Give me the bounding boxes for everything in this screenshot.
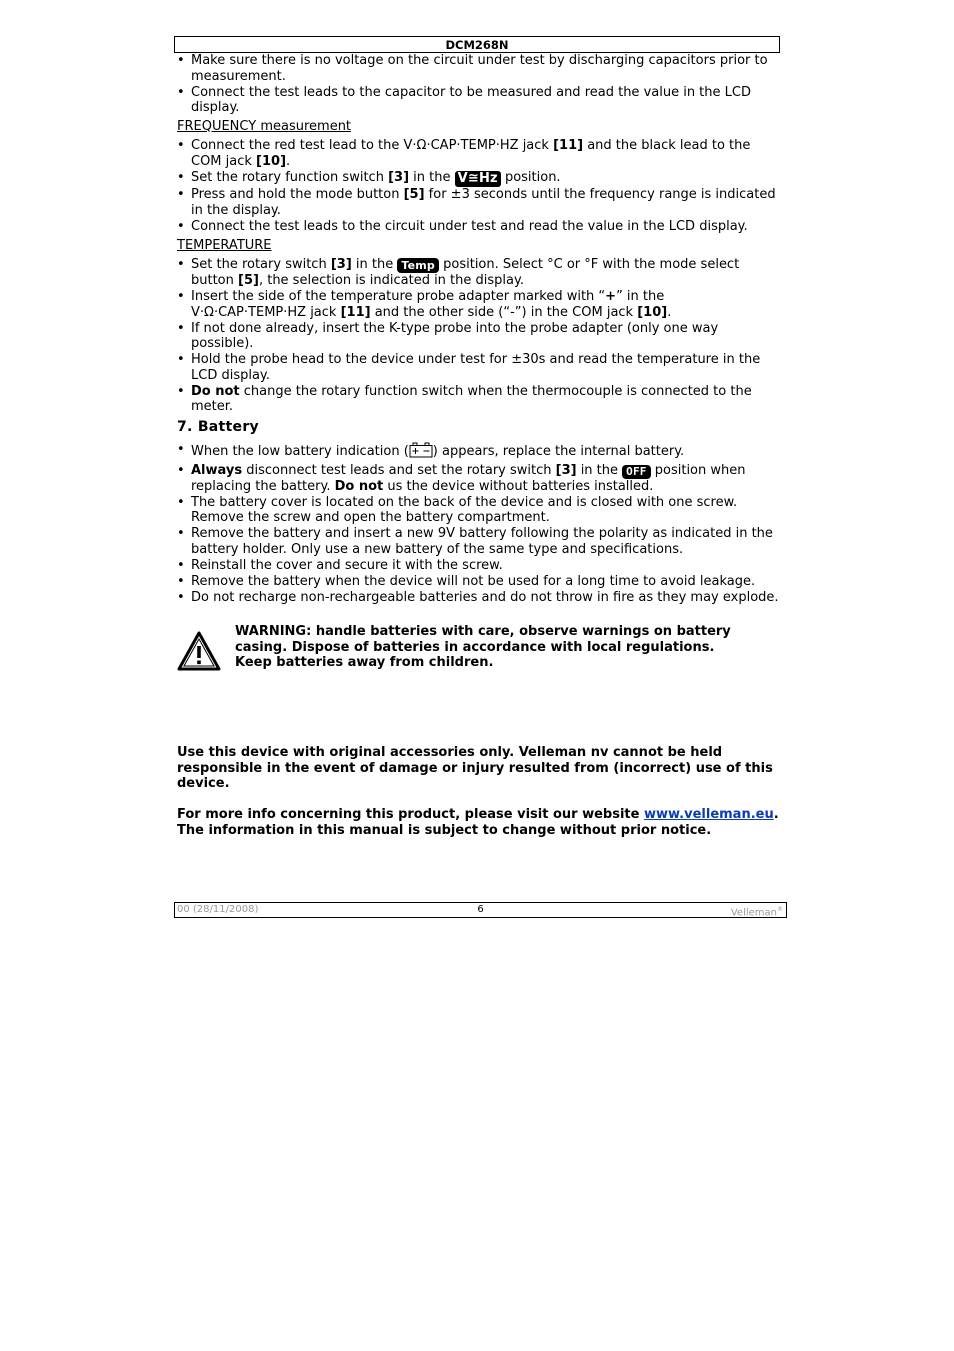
- list-item: • Connect the test leads to the capacitor to be measured and read the value in the LCD display.: [177, 85, 781, 116]
- frequency-list: [177, 138, 781, 234]
- temperature-list: [177, 257, 781, 415]
- page-footer: [174, 902, 787, 918]
- battery-icon: [409, 442, 433, 463]
- warning-text: WARNING: handle batteries with care, observe warnings on battery casing. Dispose of batteries in accordance with local regulations.: [235, 624, 731, 655]
- list-item: • Set the rotary function switch [3] in the V≅Hz position.: [177, 170, 781, 187]
- list-item: • The battery cover is located on the back of the device and is closed with one screw. Remove the screw and open the battery compartment.: [177, 495, 781, 526]
- website-link[interactable]: www.velleman.eu: [643, 807, 774, 823]
- warning-children: Keep batteries away from children.: [235, 655, 494, 671]
- list-item: • Press and hold the mode button [5] for ±3 seconds until the frequency range is indicated in the display.: [177, 187, 781, 218]
- battery-warning: [177, 624, 781, 674]
- list-item: • Reinstall the cover and secure it with the screw.: [177, 558, 781, 574]
- list-item: • Make sure there is no voltage on the circuit under test by discharging capacitors prior to measurement.: [177, 53, 781, 84]
- list-item: • If not done already, insert the K-type probe into the probe adapter (only one way possible).: [177, 321, 781, 352]
- list-item: • When the low battery indication ( ) appears, replace the internal battery.: [177, 442, 781, 463]
- vhz-switch-icon: V≅Hz: [455, 171, 501, 187]
- change-notice: The information in this manual is subject to change without prior notice.: [177, 822, 712, 838]
- page-content: [177, 53, 781, 838]
- warning-triangle-icon: [177, 631, 221, 676]
- list-item: • Set the rotary switch [3] in the Temp position. Select °C or °F with the mode select button [5], the selection is indicated in the display.: [177, 257, 781, 289]
- temp-switch-icon: Temp: [397, 258, 439, 273]
- temperature-heading: TEMPERATURE: [177, 237, 272, 253]
- list-item: • Always disconnect test leads and set the rotary switch [3] in the OFF position when replacing the battery. Do not us the device without batteries installed.: [177, 463, 781, 495]
- version-date: 00 (28/11/2008): [177, 904, 259, 915]
- list-item: • Remove the battery and insert a new 9V battery following the polarity as indicated in the battery holder. Only use a new battery of the same type and specifications.: [177, 526, 781, 557]
- list-item: • Do not change the rotary function switch when the thermocouple is connected to the meter.: [177, 384, 781, 415]
- accessories-notice: Use this device with original accessories only. Velleman nv cannot be held responsible in the event of damage or injury resulted from (incorrect) use of this device.: [177, 745, 773, 792]
- page-header: [174, 36, 780, 53]
- info-notice: For more info concerning this product, please visit our website www.velleman.eu. The information in this manual is subject to change without prior notice.: [177, 807, 781, 838]
- battery-heading: 7. Battery: [177, 419, 259, 435]
- brand-name: Velleman®: [730, 906, 783, 919]
- model-title: DCM268N: [445, 38, 509, 52]
- off-switch-icon: OFF: [622, 465, 650, 479]
- list-item: • Hold the probe head to the device under test for ±30s and read the temperature in the LCD display.: [177, 352, 781, 383]
- page-number: 6: [477, 904, 484, 915]
- capacitance-list: [177, 53, 781, 116]
- list-item: • Do not recharge non-rechargeable batteries and do not throw in fire as they may explode.: [177, 590, 781, 606]
- list-item: • Connect the test leads to the circuit under test and read the value in the LCD display.: [177, 219, 781, 235]
- list-item: • Insert the side of the temperature probe adapter marked with “+” in the V·Ω·CAP·TEMP·HZ jack [11] and the other side (“-”) in the COM jack [10].: [177, 289, 781, 320]
- registered-mark: ®: [777, 906, 783, 913]
- frequency-heading: FREQUENCY measurement: [177, 118, 352, 134]
- battery-list: [177, 442, 781, 606]
- list-item: • Connect the red test lead to the V·Ω·CAP·TEMP·HZ jack [11] and the black lead to the COM jack [10].: [177, 138, 781, 169]
- list-item: • Remove the battery when the device will not be used for a long time to avoid leakage.: [177, 574, 781, 590]
